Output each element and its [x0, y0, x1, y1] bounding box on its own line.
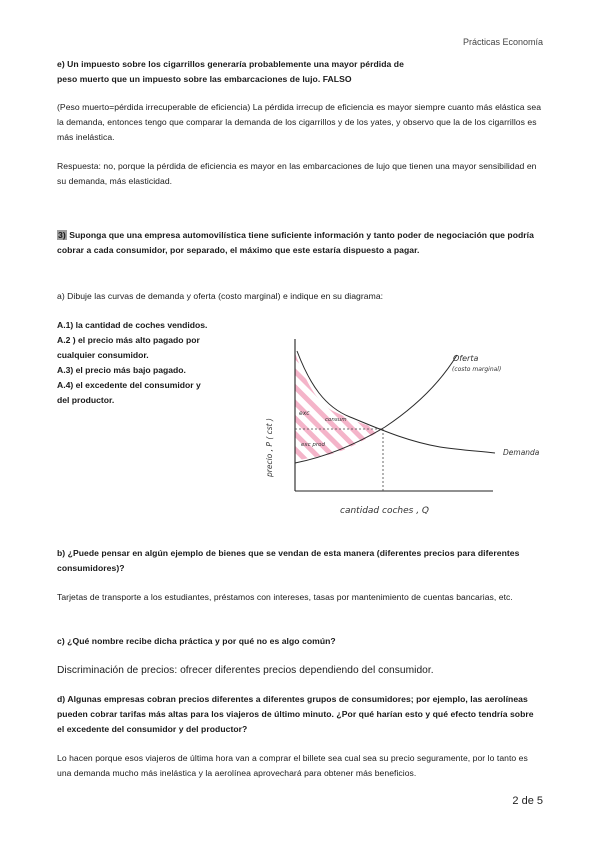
- question-3d-title: d) Algunas empresas cobran precios diferentes a diferentes grupos de consumidores; por ejemplo, las aerolíneas pueden cobrar tarifas más altas para los viajeros de último minuto. ¿Por qué harían esto y qué efecto tendría sobre el excedente del consumidor y del productor?: [57, 694, 534, 734]
- x-axis-label: cantidad coches , Q: [340, 506, 429, 516]
- demand-label: Demanda: [503, 448, 540, 457]
- question-3b-title: b) ¿Puede pensar en algún ejemplo de bienes que se vendan de esta manera (diferentes precios para diferentes consumidores)?: [57, 548, 520, 573]
- supply-sublabel: (costo marginal): [452, 366, 502, 373]
- list-item: A.2 ) el precio más alto pagado por: [57, 335, 200, 345]
- y-axis-label: precio , P ( cst ): [265, 418, 274, 477]
- question-e-explanation: (Peso muerto=pérdida irrecuperable de eficiencia) La pérdida irrecup de eficiencia es mayor siempre cuanto más elástica sea la demanda, entonces tengo que comparar la demanda de los cigarrillos y de los yates, y observo que la de los cigarrillos es más inelástica.: [57, 102, 542, 142]
- question-3: [57, 228, 543, 258]
- consumer-surplus-label-2: consum: [325, 417, 347, 423]
- question-e-line1: e) Un impuesto sobre los cigarrillos generaría probablemente una mayor pérdida de: [57, 59, 404, 69]
- list-item: del productor.: [57, 395, 115, 405]
- question-3a-title: a) Dibuje las curvas de demanda y oferta (costo marginal) e indique en su diagrama:: [57, 291, 384, 301]
- question-e-answer: Respuesta: no, porque la pérdida de eficiencia es mayor en las embarcaciones de lujo que tienen una mayor sensibilidad en su demanda, más elasticidad.: [57, 161, 537, 186]
- producer-surplus-label: exc prod: [301, 442, 326, 448]
- question-3c-title: c) ¿Qué nombre recibe dicha práctica y por qué no es algo común?: [57, 636, 336, 646]
- question-3-number: 3): [58, 230, 66, 240]
- supply-label: Oferta: [453, 354, 479, 363]
- page-number: 2 de 5: [512, 795, 543, 807]
- question-3c-answer: Discriminación de precios: ofrecer diferentes precios dependiendo del consumidor.: [57, 665, 434, 676]
- supply-demand-diagram: [255, 335, 555, 525]
- list-item: cualquier consumidor.: [57, 350, 149, 360]
- header-title: Prácticas Economía: [462, 37, 543, 47]
- consumer-surplus-label-1: exc: [299, 410, 310, 417]
- list-item: A.4) el excedente del consumidor y: [57, 380, 201, 390]
- question-e: [57, 57, 543, 87]
- list-item: A.3) el precio más bajo pagado.: [57, 365, 186, 375]
- question-3d-answer: Lo hacen porque esos viajeros de última hora van a comprar el billete sea cual sea su precio seguramente, por lo tanto es una demanda mucho más inelástica y la aerolínea aprovechará para obtener más beneficios.: [57, 753, 528, 778]
- question-3a-list: [57, 318, 247, 408]
- question-e-line2: peso muerto que un impuesto sobre las embarcaciones de lujo. FALSO: [57, 74, 352, 84]
- question-3-text: Suponga que una empresa automovilística tiene suficiente información y tanto poder de negociación que podría cobrar a cada consumidor, por separado, el máximo que este estaría dispuesto a pagar.: [57, 230, 534, 255]
- question-3b-answer: Tarjetas de transporte a los estudiantes, préstamos con intereses, tasas por mantenimiento de cuentas bancarias, etc.: [57, 592, 513, 602]
- list-item: A.1) la cantidad de coches vendidos.: [57, 320, 208, 330]
